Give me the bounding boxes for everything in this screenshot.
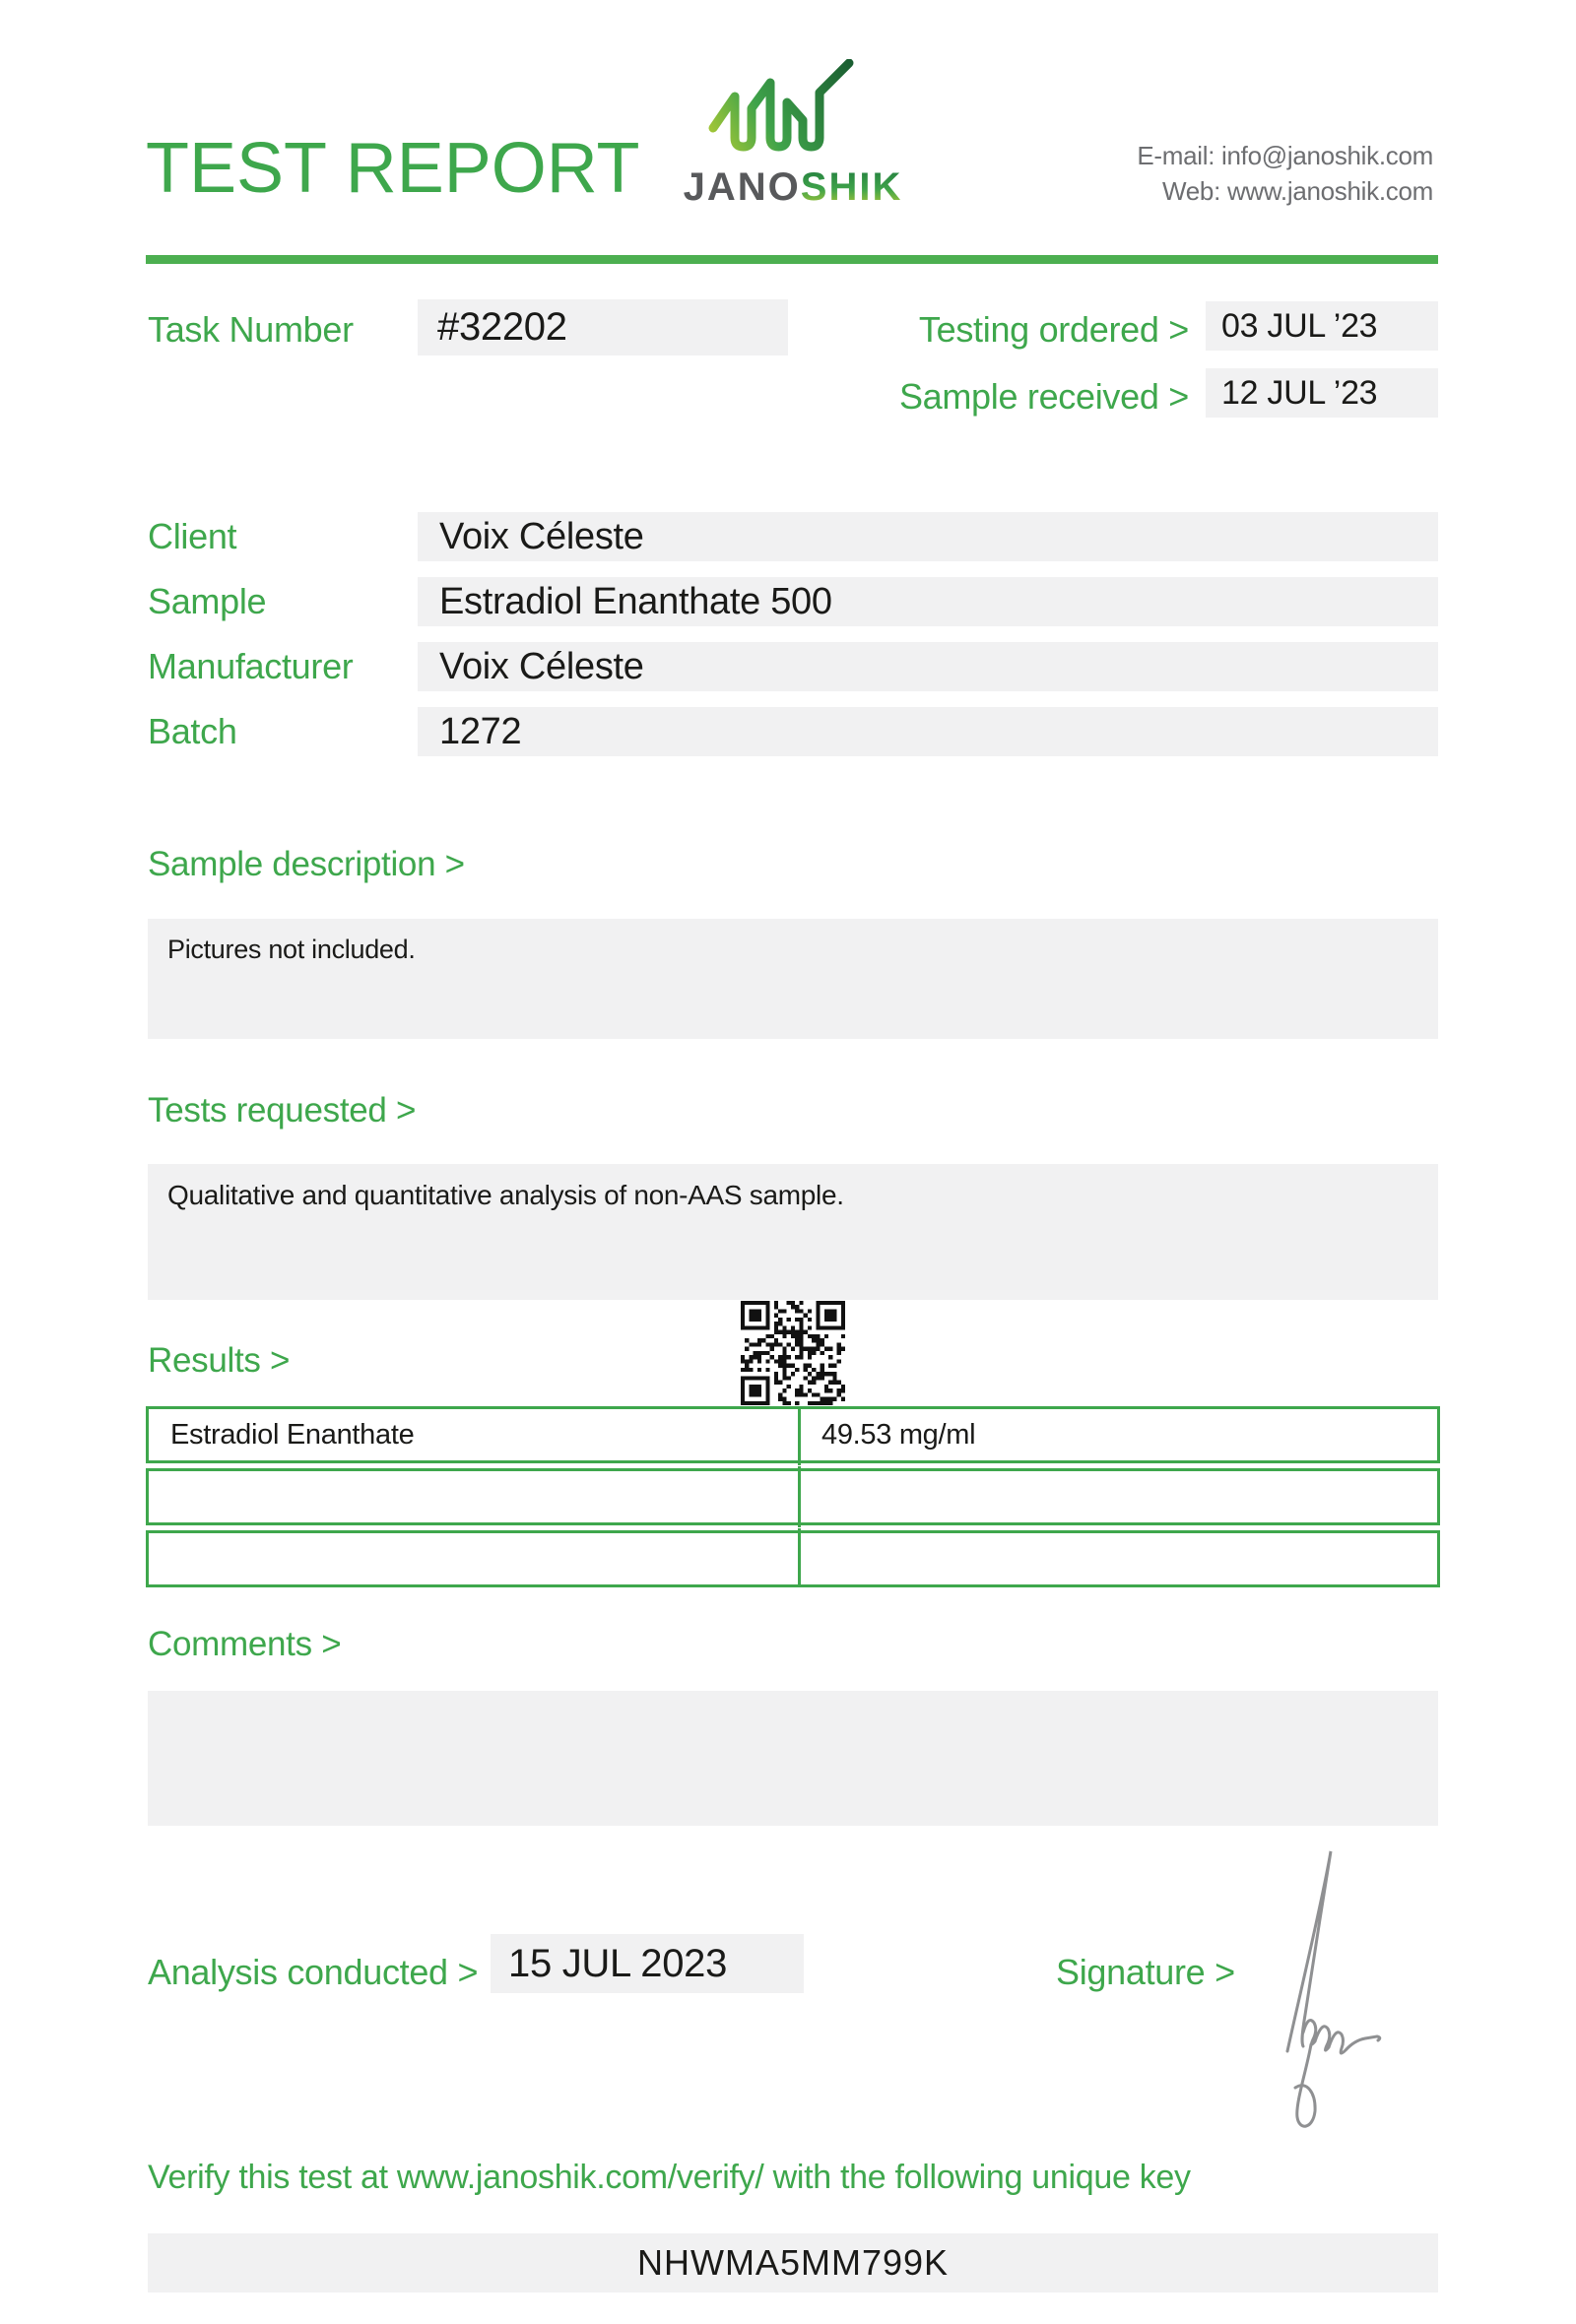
page-title: TEST REPORT — [146, 129, 640, 208]
logo-text-jano: JANO — [683, 165, 801, 209]
testing-ordered-value: 03 JUL ’23 — [1206, 301, 1438, 351]
testing-ordered-label: Testing ordered > — [918, 309, 1189, 350]
tests-requested-box — [148, 1164, 1438, 1300]
manufacturer-value: Voix Céleste — [418, 642, 1438, 691]
handwritten-signature — [1266, 1840, 1384, 2140]
results-table — [146, 1406, 1440, 1592]
verify-text: Verify this test at www.janoshik.com/verify/ with the following unique key — [148, 2159, 1191, 2196]
client-label: Client — [148, 516, 237, 556]
result-analyte-empty — [149, 1533, 798, 1584]
analysis-conducted-value: 15 JUL 2023 — [491, 1934, 804, 1993]
sample-description-heading: Sample description > — [148, 845, 465, 883]
result-analyte-empty — [149, 1471, 798, 1522]
tests-requested-text: Qualitative and quantitative analysis of non-AAS sample. — [167, 1180, 844, 1210]
sample-description-text: Pictures not included. — [167, 935, 416, 964]
table-column-divider — [798, 1528, 801, 1587]
logo-text-shik: SHIK — [800, 165, 903, 209]
task-number-value: #32202 — [418, 299, 788, 355]
table-column-divider — [798, 1406, 801, 1465]
janoshik-logo-icon — [701, 59, 869, 162]
contact-email: E-mail: info@janoshik.com — [1137, 141, 1433, 170]
analysis-conducted-label: Analysis conducted > — [148, 1952, 479, 1992]
qr-code — [741, 1301, 845, 1405]
result-row-3 — [146, 1530, 1440, 1587]
task-number-label: Task Number — [148, 309, 354, 350]
comments-box — [148, 1691, 1438, 1826]
sample-label: Sample — [148, 581, 267, 621]
sample-value: Estradiol Enanthate 500 — [418, 577, 1438, 626]
result-analyte: Estradiol Enanthate — [170, 1418, 415, 1451]
unique-key-value: NHWMA5MM799K — [148, 2233, 1438, 2292]
tests-requested-heading: Tests requested > — [148, 1091, 417, 1130]
signature-label: Signature > — [1056, 1952, 1235, 1992]
comments-heading: Comments > — [148, 1625, 342, 1663]
contact-block — [1137, 138, 1433, 209]
table-column-divider — [798, 1466, 801, 1527]
result-value-empty — [798, 1533, 1437, 1584]
janoshik-logo-text — [665, 165, 921, 210]
manufacturer-label: Manufacturer — [148, 646, 354, 686]
client-value: Voix Céleste — [418, 512, 1438, 561]
batch-label: Batch — [148, 711, 237, 751]
sample-received-value: 12 JUL ’23 — [1206, 368, 1438, 418]
contact-web: Web: www.janoshik.com — [1162, 176, 1433, 206]
header-divider — [146, 255, 1438, 264]
result-row-2 — [146, 1468, 1440, 1525]
result-value-empty — [798, 1471, 1437, 1522]
result-value: 49.53 mg/ml — [821, 1418, 976, 1451]
batch-value: 1272 — [418, 707, 1438, 756]
results-heading: Results > — [148, 1341, 291, 1380]
sample-description-box — [148, 919, 1438, 1039]
result-row-1 — [146, 1406, 1440, 1463]
sample-received-label: Sample received > — [898, 376, 1189, 417]
